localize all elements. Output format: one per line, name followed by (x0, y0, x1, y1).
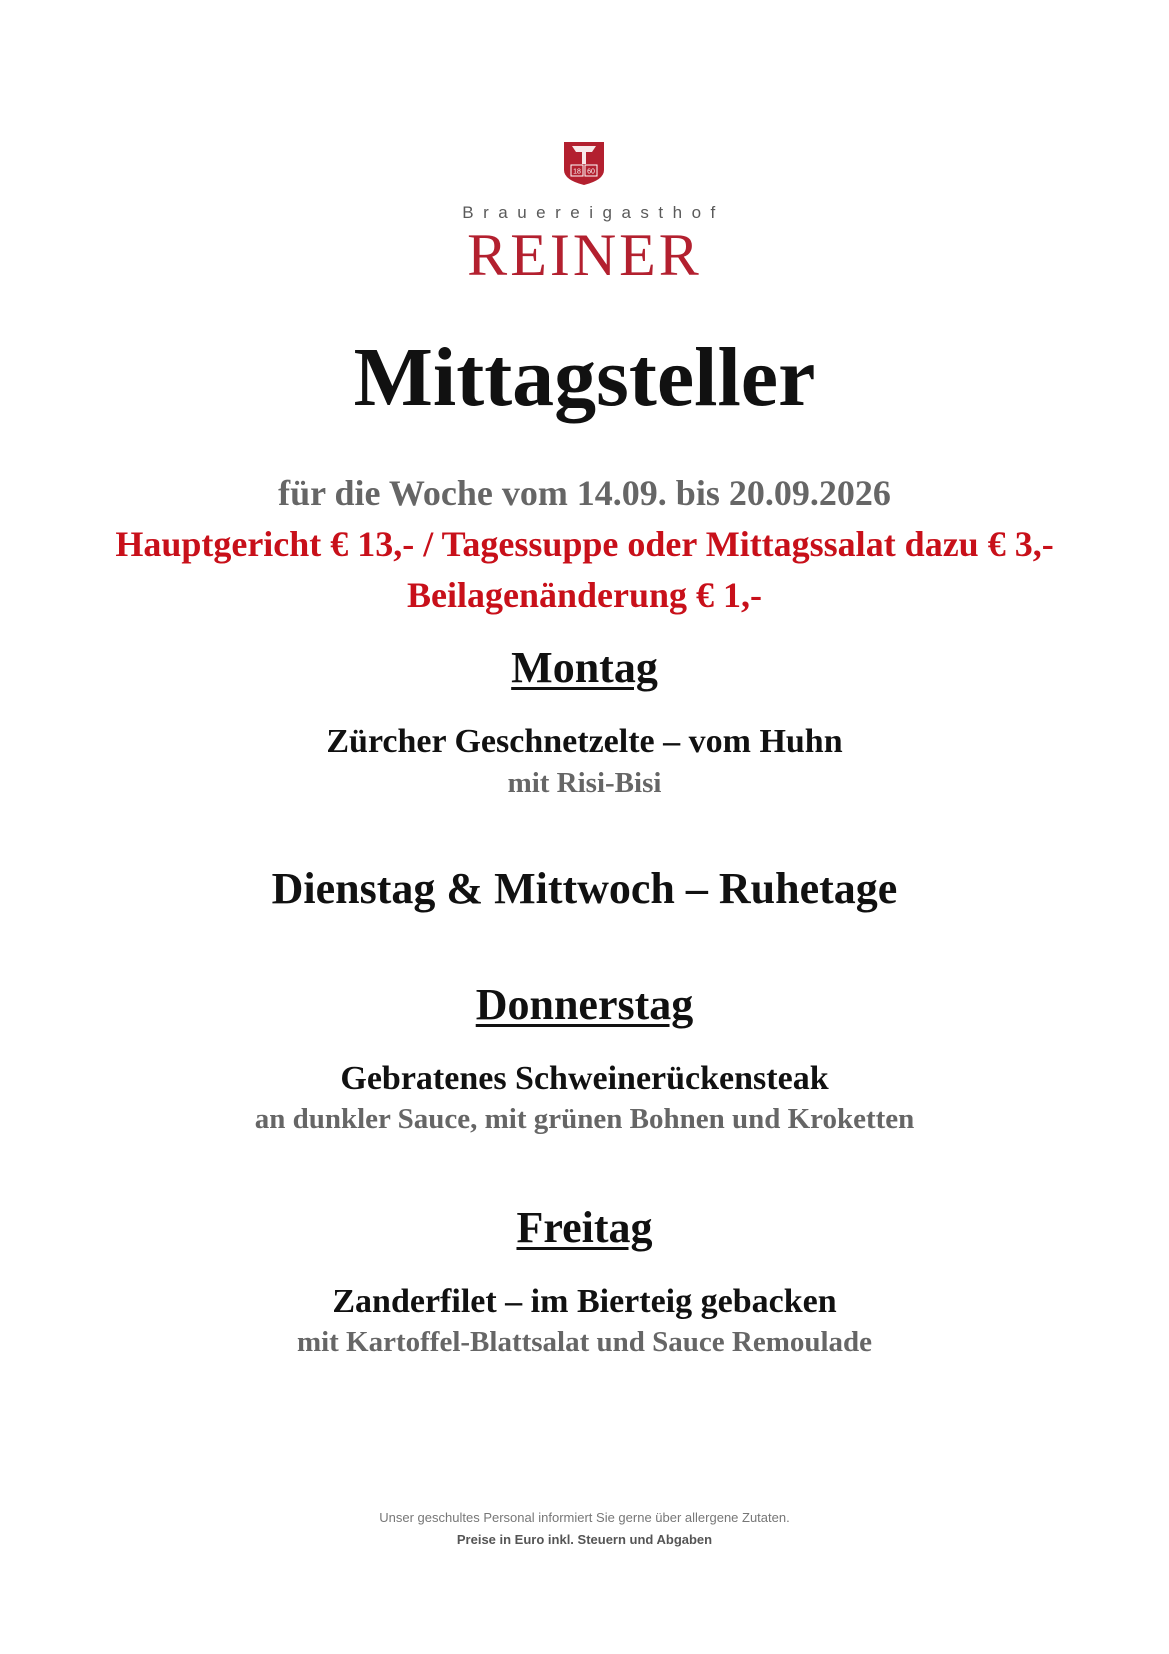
side-friday: mit Kartoffel-Blattsalat und Sauce Remoulade (296, 1326, 873, 1358)
shield-year-right: 60 (587, 168, 595, 176)
day-heading-thursday: Donnerstag (475, 980, 694, 1029)
day-heading-friday: Freitag (516, 1203, 653, 1252)
shield-year-left: 18 (573, 168, 581, 176)
rest-days: Dienstag & Mittwoch – Ruhetage (271, 864, 898, 913)
side-thursday: an dunkler Sauce, mit grünen Bohnen und Kroketten (254, 1103, 915, 1135)
day-heading-monday: Montag (511, 643, 658, 692)
page-title: Mittagsteller (353, 331, 816, 424)
week-range: für die Woche vom 14.09. bis 20.09.2026 (278, 473, 891, 513)
price-note: Preise in Euro inkl. Steuern und Abgaben (456, 1532, 713, 1547)
logo-wordmark: REINER (467, 222, 702, 288)
price-line-main: Hauptgericht € 13,- / Tagessuppe oder Mittagssalat dazu € 3,- (115, 524, 1054, 564)
dish-friday: Zanderfilet – im Bierteig gebacken (332, 1283, 837, 1320)
dish-thursday: Gebratenes Schweinerückensteak (340, 1060, 829, 1097)
side-monday: mit Risi-Bisi (507, 767, 662, 799)
logo-subtitle: Brauereigasthof (462, 203, 725, 222)
price-line-sides: Beilagenänderung € 1,- (406, 575, 763, 615)
brewery-shield-icon (562, 140, 606, 186)
dish-monday: Zürcher Geschnetzelte – vom Huhn (326, 723, 843, 760)
allergen-note: Unser geschultes Personal informiert Sie gerne über allergene Zutaten. (379, 1510, 790, 1525)
